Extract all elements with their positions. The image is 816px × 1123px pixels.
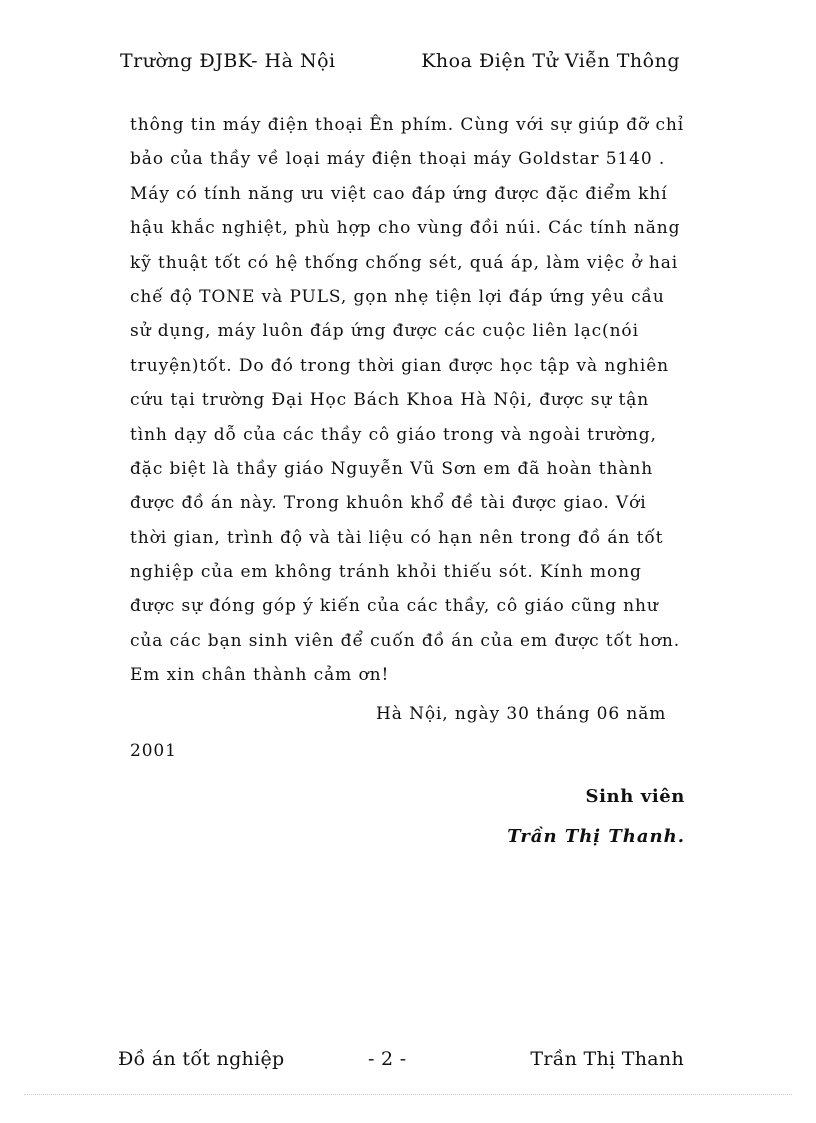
text-line: đặc biệt là thầy giáo Nguyễn Vũ Sơn em đã hoàn thành	[130, 458, 654, 479]
text-line: sử dụng, máy luôn đáp ứng được các cuộc liên lạc(nói	[130, 321, 639, 342]
text-line: được sự đóng góp ý kiến của các thầy, cô giáo cũng như	[130, 596, 659, 617]
text-line: chế độ TONE và PULS, gọn nhẹ tiện lợi đáp ứng yêu cầu	[130, 286, 665, 307]
header-school: Trường ĐJBK- Hà Nội	[120, 50, 336, 72]
text-line: thời gian, trình độ và tài liệu có hạn nên trong đồ án tốt	[130, 527, 664, 548]
text-line: hậu khắc nghiệt, phù hợp cho vùng đồi núi. Các tính năng	[130, 218, 681, 239]
page-bottom-divider	[24, 1094, 792, 1095]
text-line: kỹ thuật tốt có hệ thống chống sét, quá áp, làm việc ở hai	[130, 252, 679, 273]
text-line: Máy có tính năng ưu việt cao đáp ứng được đặc điểm khí	[130, 183, 668, 204]
footer-author: Trần Thị Thanh	[530, 1048, 684, 1070]
header-faculty: Khoa Điện Tử Viễn Thông	[421, 50, 680, 72]
page-number: - 2 -	[368, 1048, 407, 1070]
body-text	[130, 108, 690, 693]
page-footer	[118, 1048, 684, 1078]
text-line: thông tin máy điện thoại Ên phím. Cùng với sự giúp đỡ chỉ	[130, 115, 685, 135]
text-line: nghiệp của em không tránh khỏi thiếu sót. Kính mong	[130, 562, 642, 583]
place-date: Hà Nội, ngày 30 tháng 06 năm	[376, 704, 667, 724]
text-line: bảo của thầy về loại máy điện thoại máy Goldstar 5140 .	[130, 149, 666, 170]
page-header	[120, 50, 680, 80]
thanks-line: Em xin chân thành cảm ơn!	[130, 665, 390, 686]
signature-role: Sinh viên	[585, 786, 685, 807]
text-line: cứu tại trường Đại Học Bách Khoa Hà Nội, được sự tận	[130, 390, 650, 411]
text-line: được đồ án này. Trong khuôn khổ đề tài được giao. Với	[130, 493, 647, 514]
text-line: truyện)tốt. Do đó trong thời gian được học tập và nghiên	[130, 355, 670, 376]
signature-name: Trần Thị Thanh.	[507, 826, 685, 847]
footer-title: Đồ án tốt nghiệp	[118, 1048, 285, 1070]
year: 2001	[130, 741, 177, 761]
text-line: tình dạy dỗ của các thầy cô giáo trong và ngoài trường,	[130, 424, 657, 445]
text-line: của các bạn sinh viên để cuốn đồ án của em được tốt hơn.	[130, 630, 681, 651]
